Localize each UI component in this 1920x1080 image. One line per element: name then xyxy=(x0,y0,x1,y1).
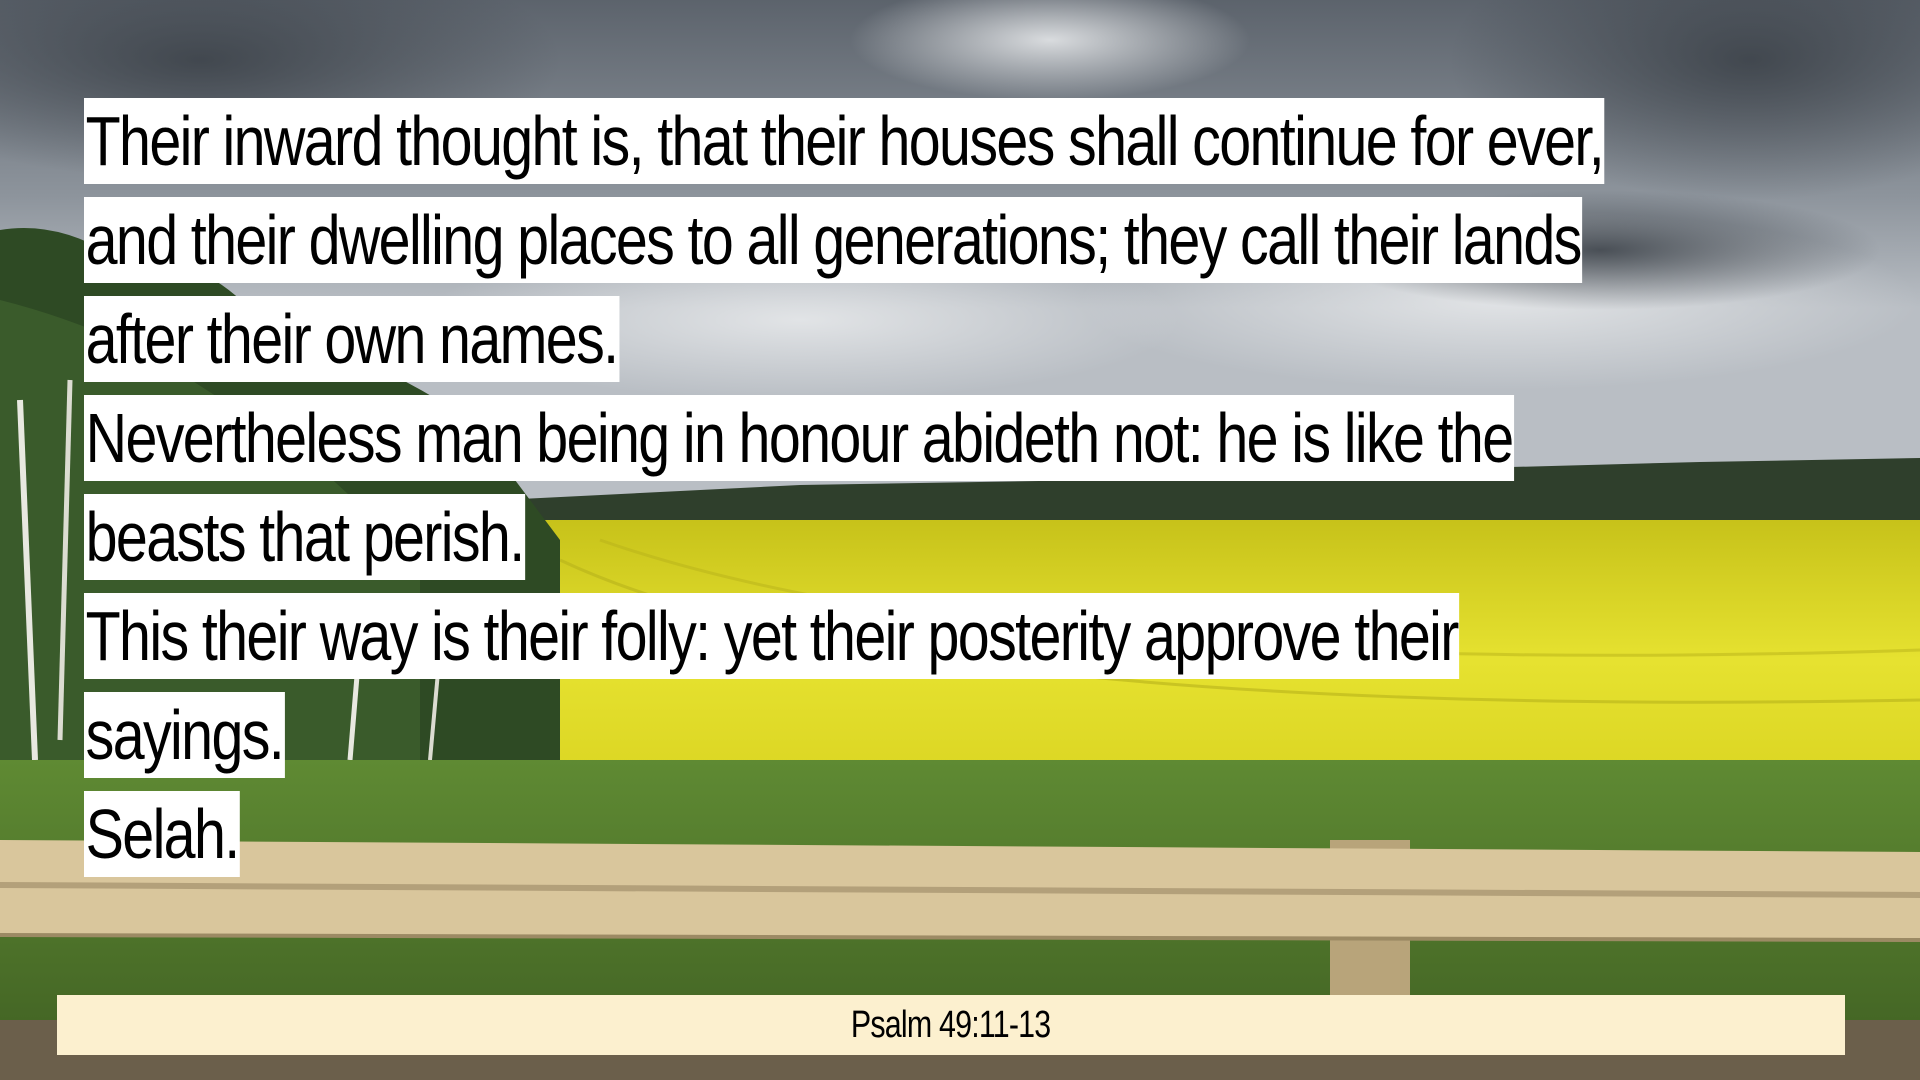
verse-line-text: beasts that perish. xyxy=(84,494,525,580)
verse-text-block xyxy=(84,98,1844,890)
verse-line-text: Their inward thought is, that their houses shall continue for ever, xyxy=(84,98,1605,184)
reference-bar xyxy=(57,995,1845,1055)
verse-line xyxy=(84,791,1844,890)
verse-line xyxy=(84,197,1844,296)
verse-line xyxy=(84,692,1844,791)
verse-line-text: Selah. xyxy=(84,791,240,877)
verse-line xyxy=(84,593,1844,692)
verse-line xyxy=(84,98,1844,197)
verse-line-text: and their dwelling places to all generations; they call their lands xyxy=(84,197,1582,283)
verse-line-text: sayings. xyxy=(84,692,285,778)
verse-line xyxy=(84,296,1844,395)
verse-line xyxy=(84,494,1844,593)
verse-line xyxy=(84,395,1844,494)
verse-line-text: after their own names. xyxy=(84,296,619,382)
scripture-reference: Psalm 49:11-13 xyxy=(851,1003,1051,1046)
verse-line-text: Nevertheless man being in honour abideth not: he is like the xyxy=(84,395,1514,481)
verse-line-text: This their way is their folly: yet their posterity approve their xyxy=(84,593,1459,679)
